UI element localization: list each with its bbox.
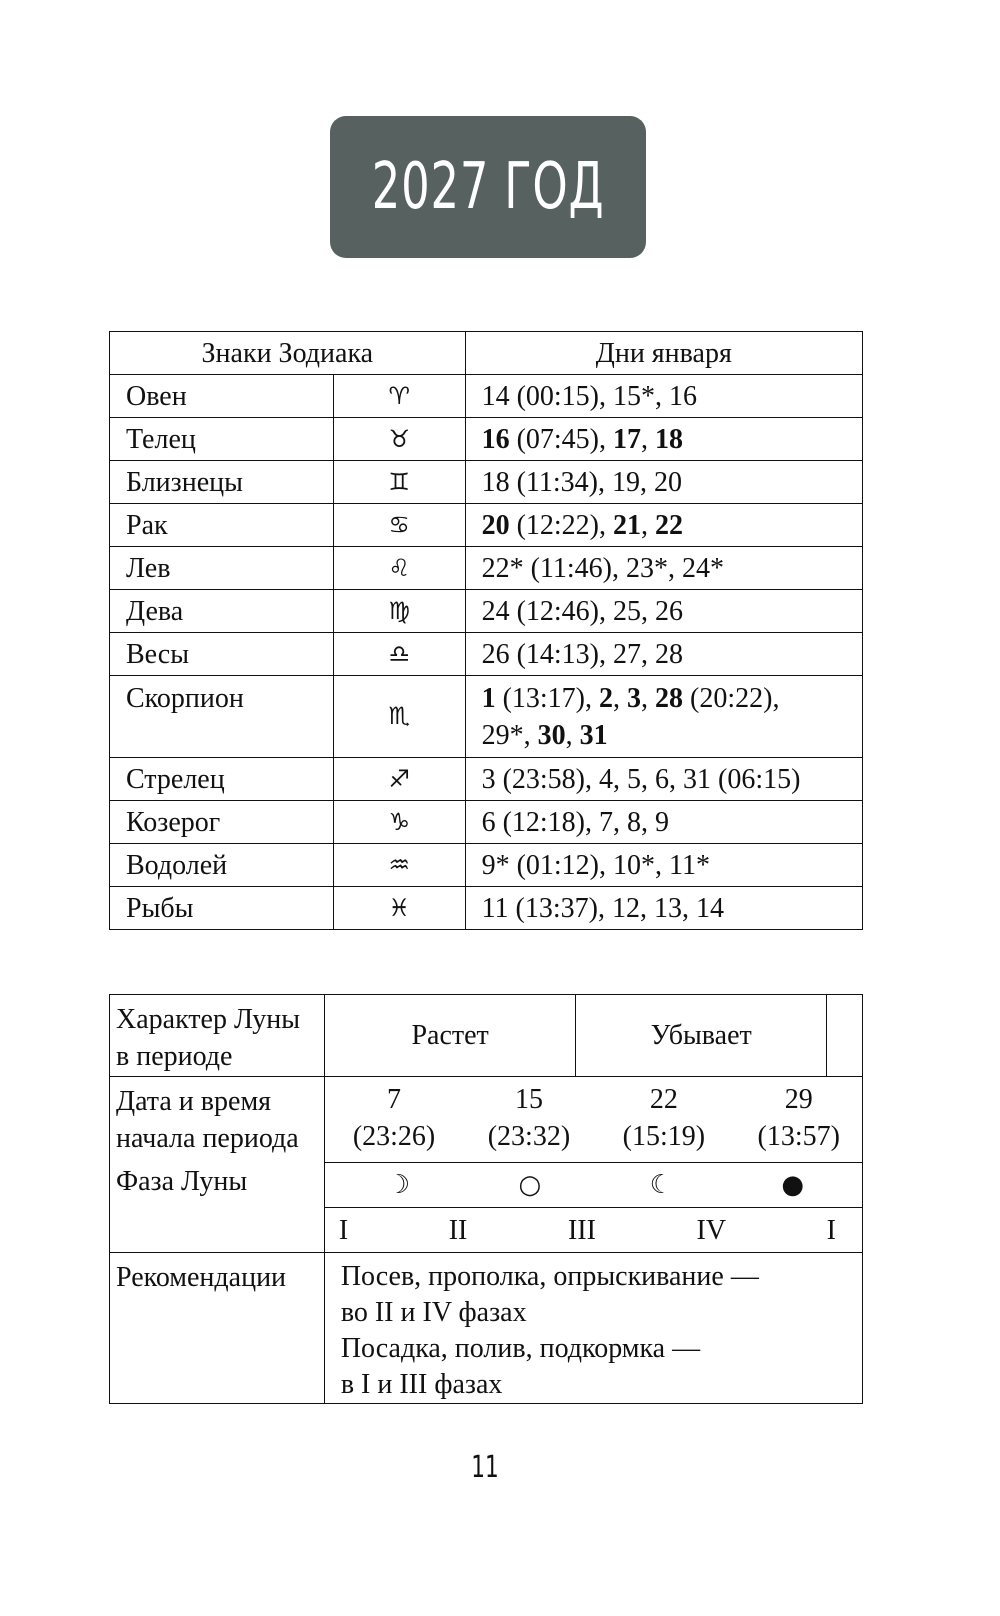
zodiac-symbol-icon: ♏︎ <box>333 676 465 758</box>
recommendation-line: во II и IV фазах <box>340 1297 527 1328</box>
phase-number: IV <box>696 1214 727 1246</box>
zodiac-days <box>465 590 862 633</box>
zodiac-days <box>465 547 862 590</box>
day-text: (07:45), <box>509 423 614 455</box>
zodiac-symbol-icon: ♍︎ <box>333 590 465 633</box>
zodiac-row <box>110 590 863 633</box>
zodiac-body <box>110 375 863 930</box>
date-item: 29 (13:57) <box>757 1084 840 1152</box>
moon-dates-row <box>110 1077 863 1163</box>
zodiac-days <box>465 844 862 887</box>
zodiac-sign-name: Дева <box>110 590 334 633</box>
recommendation-line: в I и III фазах <box>340 1369 503 1400</box>
zodiac-row <box>110 375 863 418</box>
phase-number: I <box>826 1214 836 1246</box>
zodiac-days <box>465 633 862 676</box>
favorable-day: 2 <box>599 682 614 714</box>
january-days-header: Дни января <box>465 332 862 375</box>
day-text: 9* (01:12), 10*, 11* <box>481 849 710 881</box>
dates-cell <box>324 1077 862 1163</box>
phase-number: III <box>567 1214 596 1246</box>
date-item: 22 (15:19) <box>622 1084 706 1152</box>
zodiac-days <box>465 375 862 418</box>
zodiac-sign-name: Близнецы <box>110 461 334 504</box>
date-label: Дата и время начала периода <box>116 1086 299 1154</box>
zodiac-sign-name: Водолей <box>110 844 334 887</box>
date-item: 7 (23:26) <box>352 1084 436 1152</box>
zodiac-row <box>110 758 863 801</box>
zodiac-days <box>465 801 862 844</box>
favorable-day: 20 <box>481 509 510 541</box>
zodiac-days <box>465 461 862 504</box>
zodiac-symbol-icon: ♐︎ <box>333 758 465 801</box>
title-banner <box>330 116 646 258</box>
zodiac-sign-name: Рыбы <box>110 887 334 930</box>
empty-cell <box>827 995 863 1077</box>
phase-number: I <box>338 1214 349 1246</box>
phase-label: Фаза Луны <box>116 1166 248 1197</box>
day-text: , <box>613 682 628 714</box>
zodiac-symbol-icon: ♎︎ <box>333 633 465 676</box>
zodiac-sign-name: Скорпион <box>110 676 334 758</box>
last-quarter-moon-icon: ☾ <box>649 1169 673 1200</box>
day-text: 24 (12:46), 25, 26 <box>481 595 684 627</box>
zodiac-row <box>110 887 863 930</box>
recommendations-row <box>110 1253 863 1404</box>
favorable-day: 16 <box>481 423 510 455</box>
zodiac-sign-name: Стрелец <box>110 758 334 801</box>
new-moon-icon: ● <box>781 1169 804 1200</box>
recommendation-line: Посев, прополка, опрыскивание — <box>340 1261 759 1292</box>
zodiac-sign-name: Весы <box>110 633 334 676</box>
favorable-day: 31 <box>579 719 608 751</box>
day-text: 18 (11:34), 19, 20 <box>481 466 682 498</box>
zodiac-row <box>110 547 863 590</box>
day-text: 26 (14:13), 27, 28 <box>481 638 684 670</box>
zodiac-symbol-icon: ♑︎ <box>333 801 465 844</box>
zodiac-row <box>110 461 863 504</box>
zodiac-days <box>465 418 862 461</box>
zodiac-days <box>465 676 862 758</box>
zodiac-row <box>110 418 863 461</box>
day-text: (12:22), <box>509 509 614 541</box>
zodiac-row <box>110 504 863 547</box>
day-text: , <box>641 509 656 541</box>
phase-symbols-cell <box>324 1163 862 1208</box>
day-text: , <box>641 423 656 455</box>
date-phase-label-cell <box>110 1077 325 1253</box>
day-text: 29*, <box>481 719 538 751</box>
zodiac-symbol-icon: ♋︎ <box>333 504 465 547</box>
day-text: 22* (11:46), 23*, 24* <box>481 552 724 584</box>
zodiac-symbol-icon: ♊︎ <box>333 461 465 504</box>
zodiac-row <box>110 633 863 676</box>
recommendation-line: Посадка, полив, подкормка — <box>340 1333 701 1364</box>
zodiac-table <box>109 331 863 930</box>
zodiac-header-row <box>110 332 863 375</box>
zodiac-days <box>465 758 862 801</box>
page-number: 11 <box>471 1450 499 1485</box>
day-text: 3 (23:58), 4, 5, 6, 31 (06:15) <box>481 763 801 795</box>
day-text: , <box>565 719 580 751</box>
zodiac-signs-header: Знаки Зодиака <box>110 332 466 375</box>
moon-table <box>109 994 863 1404</box>
favorable-day: 1 <box>481 682 496 714</box>
favorable-day: 18 <box>655 423 684 455</box>
day-text: 6 (12:18), 7, 8, 9 <box>481 806 670 838</box>
growing-label: Растет <box>324 995 576 1077</box>
favorable-day: 30 <box>537 719 566 751</box>
zodiac-sign-name: Овен <box>110 375 334 418</box>
zodiac-sign-name: Телец <box>110 418 334 461</box>
zodiac-days <box>465 887 862 930</box>
moon-character-row <box>110 995 863 1077</box>
first-quarter-moon-icon: ☽ <box>386 1169 411 1200</box>
favorable-day: 22 <box>655 509 684 541</box>
waning-label: Убывает <box>576 995 827 1077</box>
page-title: 2027 ГОД <box>371 150 605 224</box>
favorable-day: 3 <box>627 682 642 714</box>
zodiac-row <box>110 676 863 758</box>
day-text: (13:17), <box>495 682 600 714</box>
zodiac-symbol-icon: ♒︎ <box>333 844 465 887</box>
recommendations-cell <box>324 1253 862 1404</box>
date-item: 15 (23:32) <box>487 1084 571 1152</box>
day-text: 11 (13:37), 12, 13, 14 <box>481 892 724 924</box>
zodiac-row <box>110 801 863 844</box>
day-text: (20:22), <box>683 682 780 714</box>
zodiac-sign-name: Козерог <box>110 801 334 844</box>
phase-number: II <box>448 1214 468 1246</box>
day-text: 14 (00:15), 15*, 16 <box>481 380 698 412</box>
zodiac-sign-name: Рак <box>110 504 334 547</box>
favorable-day: 17 <box>613 423 642 455</box>
favorable-day: 21 <box>613 509 642 541</box>
zodiac-sign-name: Лев <box>110 547 334 590</box>
zodiac-symbol-icon: ♓︎ <box>333 887 465 930</box>
zodiac-symbol-icon: ♌︎ <box>333 547 465 590</box>
phase-numbers-cell <box>324 1208 862 1253</box>
day-text: , <box>641 682 656 714</box>
zodiac-row <box>110 844 863 887</box>
favorable-day: 28 <box>655 682 684 714</box>
recommendations-label: Рекомендации <box>110 1253 325 1404</box>
zodiac-symbol-icon: ♈︎ <box>333 375 465 418</box>
full-moon-icon: ○ <box>518 1169 542 1200</box>
zodiac-symbol-icon: ♉︎ <box>333 418 465 461</box>
zodiac-days <box>465 504 862 547</box>
moon-character-label: Характер Луны в периоде <box>110 995 325 1077</box>
